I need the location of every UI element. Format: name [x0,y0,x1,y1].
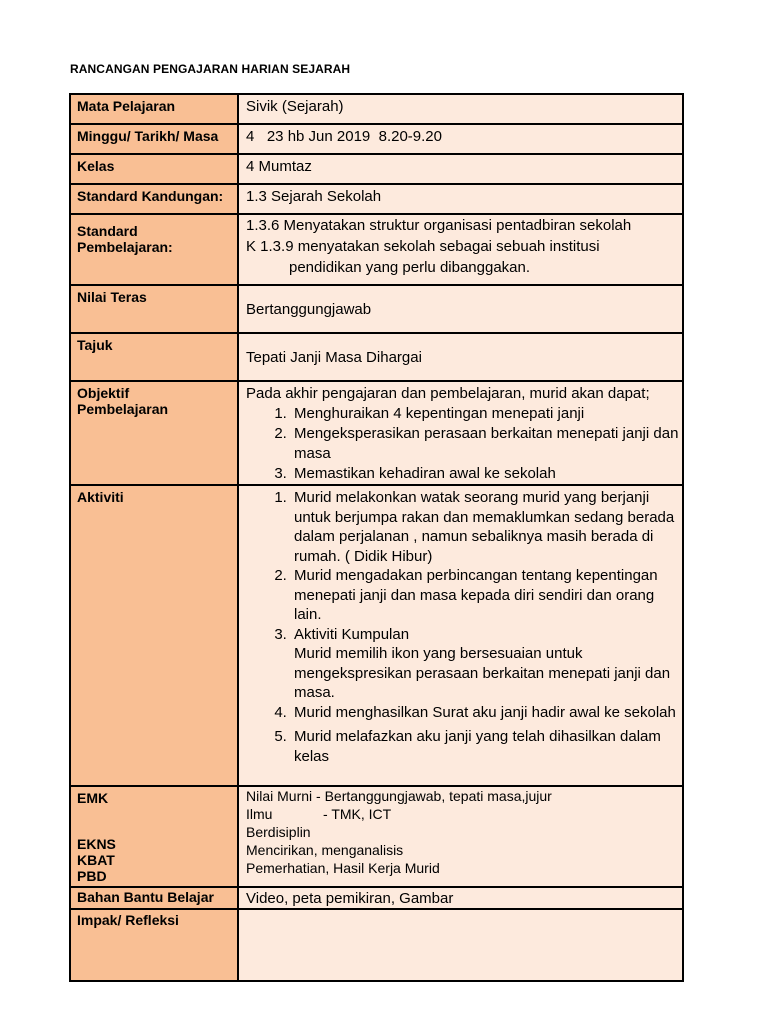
standard-pembelajaran-line-1: 1.3.6 Menyatakan struktur organisasi pentadbiran sekolah [246,217,632,234]
row-minggu-tarikh-masa [70,124,683,154]
aktiviti-item: 5. Murid melafazkan aku janji yang telah dihasilkan dalam kelas [291,727,682,766]
label-nilai-teras: Nilai Teras [70,285,238,333]
label-standard-pembelajaran [70,214,238,285]
row-aktiviti [70,485,683,786]
row-nilai-teras [70,285,683,333]
label-ekns: EKNS [77,836,116,852]
document-title: RANCANGAN PENGAJARAN HARIAN SEJARAH [70,62,351,76]
label-kbat: KBAT [77,852,115,868]
value-impak-refleksi[interactable] [238,909,683,981]
aktiviti-item [291,625,682,703]
label-bahan-bantu-belajar: Bahan Bantu Belajar [70,887,238,909]
objektif-item: 3. Memastikan kehadiran awal ke sekolah [291,464,682,484]
objektif-list [246,404,682,484]
aktiviti-item: 1. Murid melakonkan watak seorang murid yang berjanji untuk berjumpa rakan dan memaklumkan sedang berada dalam perjalanan , namun sebaliknya masih berada di rumah. ( Didik Hibur) [291,488,682,566]
objektif-item: 2. Mengeksperasikan perasaan berkaitan menepati janji dan masa [291,424,682,464]
label-aktiviti: Aktiviti [70,485,238,786]
value-bahan-bantu-belajar: Video, peta pemikiran, Gambar [238,887,683,909]
row-objektif-pembelajaran [70,381,683,485]
row-emk [70,786,683,887]
label-mata-pelajaran: Mata Pelajaran [70,94,238,124]
aktiviti-list [246,488,682,766]
aktiviti-item-3-detail: Murid memilih ikon yang bersesuaian untuk mengekspresikan perasaan berkaitan menepati janji dan masa. [294,645,671,701]
aktiviti-item-3-title: 3. Aktiviti Kumpulan [294,625,410,643]
objektif-item: 1. Menghuraikan 4 kepentingan menepati janji [291,404,682,424]
label-objektif-pembelajaran [70,381,238,485]
label-pbd: PBD [77,868,107,884]
label-standard-kandungan: Standard Kandungan: [70,184,238,214]
pbd-value: Pemerhatian, Hasil Kerja Murid [246,860,440,876]
row-impak-refleksi [70,909,683,981]
aktiviti-item: 2. Murid mengadakan perbincangan tentang kepentingan menepati janji dan masa kepada diri sendiri dan orang lain. [291,566,682,625]
label-objektif-line-2: Pembelajaran [77,401,169,417]
kbat-value: Mencirikan, menganalisis [246,842,404,858]
value-standard-kandungan: 1.3 Sejarah Sekolah [238,184,683,214]
value-emk-group [238,786,683,887]
value-tajuk [238,333,683,381]
value-aktiviti [238,485,683,786]
label-emk: EMK [77,790,109,806]
value-mata-pelajaran: Sivik (Sejarah) [238,94,683,124]
label-kelas: Kelas [70,154,238,184]
aktiviti-item: 4. Murid menghasilkan Surat aku janji hadir awal ke sekolah [291,703,682,723]
row-standard-kandungan [70,184,683,214]
row-tajuk [70,333,683,381]
value-nilai-teras [238,285,683,333]
standard-pembelajaran-line-2: K 1.3.9 menyatakan sekolah sebagai sebuah institusi [246,238,600,255]
row-kelas [70,154,683,184]
label-tajuk: Tajuk [70,333,238,381]
label-minggu-tarikh-masa: Minggu/ Tarikh/ Masa [70,124,238,154]
objektif-intro: Pada akhir pengajaran dan pembelajaran, murid akan dapat; [246,385,650,402]
value-kelas: 4 Mumtaz [238,154,683,184]
label-emk-group [70,786,238,887]
lesson-plan-table [69,93,684,982]
emk-nilai-murni: Nilai Murni - Bertanggungjawab, tepati masa,jujur [246,788,552,804]
ekns-value: Berdisiplin [246,824,311,840]
tajuk-text: Tepati Janji Masa Dihargai [246,349,422,366]
label-standard-pembelajaran-line-2: Pembelajaran: [77,239,173,255]
label-standard-pembelajaran-line-1: Standard [77,223,138,239]
label-impak-refleksi: Impak/ Refleksi [70,909,238,981]
row-mata-pelajaran [70,94,683,124]
row-standard-pembelajaran [70,214,683,285]
row-bahan-bantu-belajar [70,887,683,909]
value-minggu-tarikh-masa: 4 23 hb Jun 2019 8.20-9.20 [238,124,683,154]
label-objektif-line-1: Objektif [77,385,130,401]
nilai-teras-text: Bertanggungjawab [246,301,372,318]
value-standard-pembelajaran [238,214,683,285]
standard-pembelajaran-line-3: pendidikan yang perlu dibanggakan. [289,259,531,276]
value-objektif-pembelajaran [238,381,683,485]
emk-ilmu: Ilmu - TMK, ICT [246,806,392,822]
